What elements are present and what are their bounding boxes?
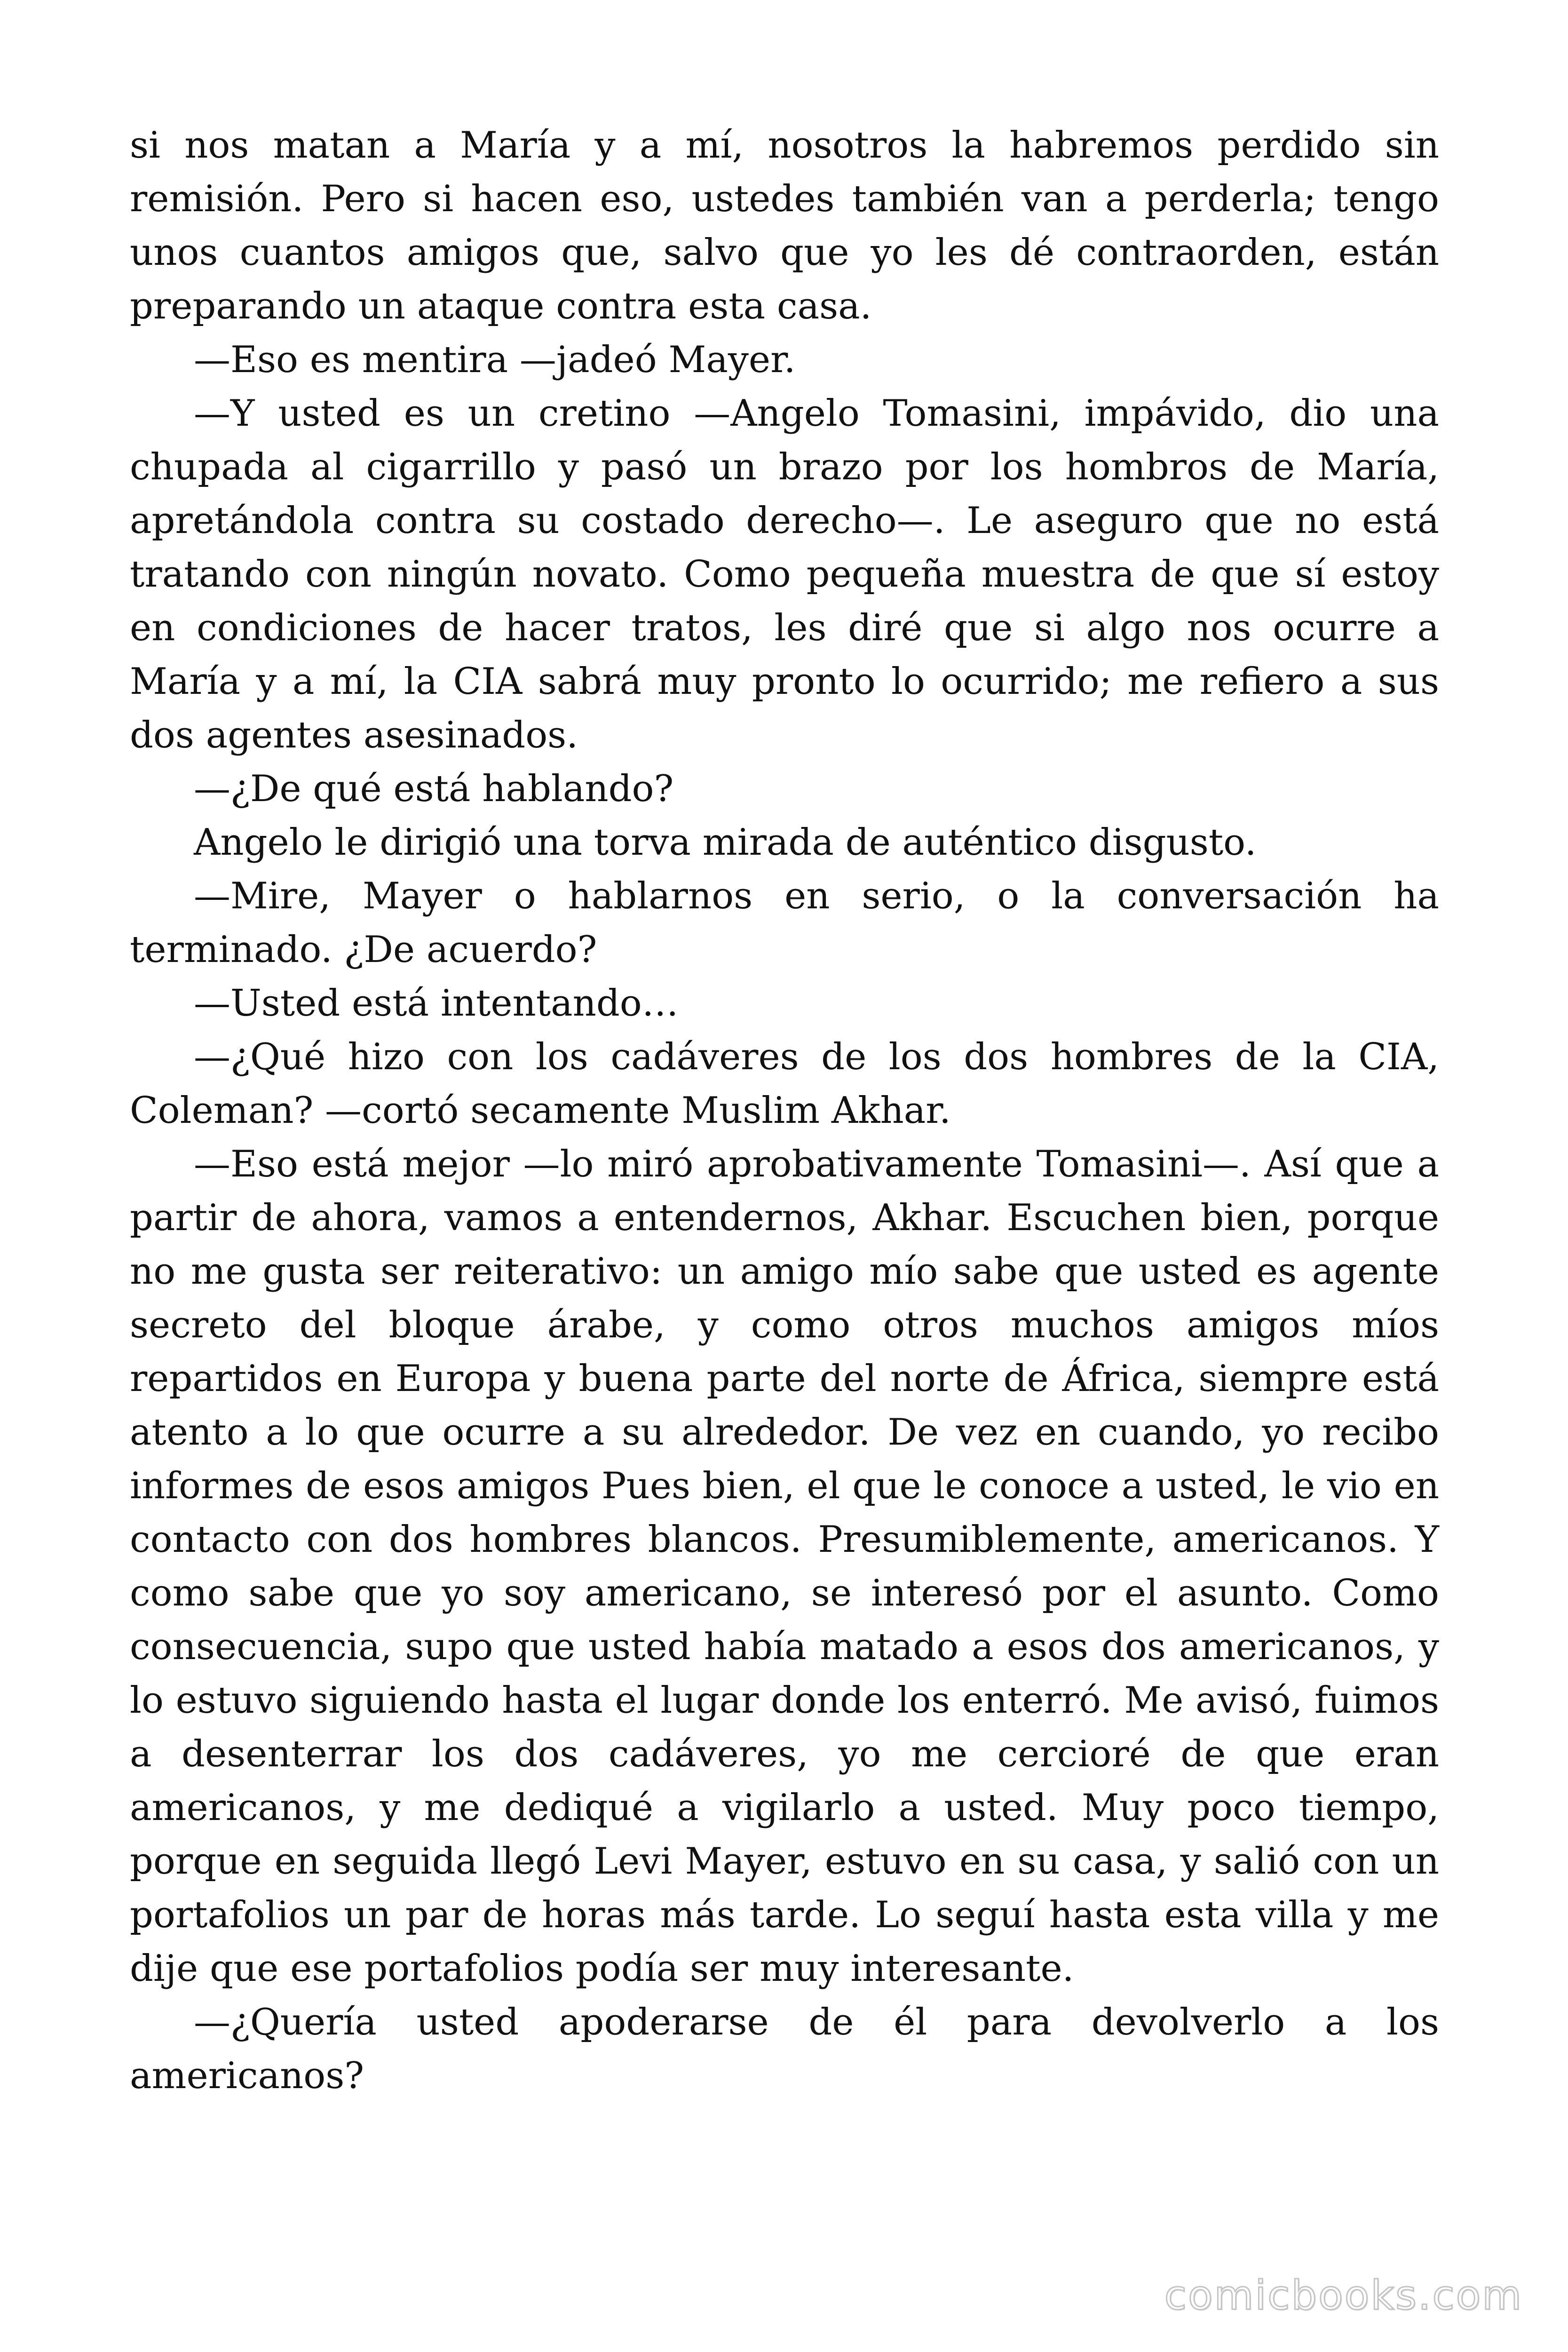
paragraph: —Usted está intentando…	[194, 982, 679, 1025]
site-watermark: comicbooks.com	[1164, 2272, 1523, 2319]
paragraph: —¿De qué está hablando?	[194, 768, 674, 810]
paragraph: Angelo le dirigió una torva mirada de auténtico disgusto.	[194, 821, 1257, 864]
paragraph: —Mire, Mayer o hablarnos en serio, o la conversación ha terminado. ¿De acuerdo?	[130, 875, 1439, 971]
paragraph: —Y usted es un cretino —Angelo Tomasini, impávido, dio una chupada al cigarrillo y pasó un brazo por los hombros de María, apretándola contra su costado derecho—. Le aseguro que no está tratando con ningún novato. Como pequeña muestra de que sí estoy en condiciones de hacer tratos, les diré que si algo nos ocurre a María y a mí, la CIA sabrá muy pronto lo ocurrido; me refiero a sus dos agentes asesinados.	[130, 392, 1439, 756]
paragraph: —¿Qué hizo con los cadáveres de los dos hombres de la CIA, Coleman? —cortó secamente Muslim Akhar.	[130, 1036, 1439, 1132]
page-body	[130, 119, 1439, 2103]
paragraph: si nos matan a María y a mí, nosotros la habremos perdido sin remisión. Pero si hacen eso, ustedes también van a perderla; tengo unos cuantos amigos que, salvo que yo les dé contraorden, están preparando un ataque contra esta casa.	[130, 124, 1439, 327]
paragraph: —Eso es mentira —jadeó Mayer.	[194, 339, 796, 381]
paragraph: —Eso está mejor —lo miró aprobativamente Tomasini—. Así que a partir de ahora, vamos a entendernos, Akhar. Escuchen bien, porque no me gusta ser reiterativo: un amigo mío sabe que usted es agente secreto del bloque árabe, y como otros muchos amigos míos repartidos en Europa y buena parte del norte de África, siempre está atento a lo que ocurre a su alrededor. De vez en cuando, yo recibo informes de esos amigos Pues bien, el que le conoce a usted, le vio en contacto con dos hombres blancos. Presumiblemente, americanos. Y como sabe que yo soy americano, se interesó por el asunto. Como consecuencia, supo que usted había matado a esos dos americanos, y lo estuvo siguiendo hasta el lugar donde los enterró. Me avisó, fuimos a desenterrar los dos cadáveres, yo me cercioré de que eran americanos, y me dediqué a vigilarlo a usted. Muy poco tiempo, porque en seguida llegó Levi Mayer, estuvo en su casa, y salió con un portafolios un par de horas más tarde. Lo seguí hasta esta villa y me dije que ese portafolios podía ser muy interesante.	[130, 1143, 1439, 1990]
paragraph: —¿Quería usted apoderarse de él para devolverlo a los americanos?	[130, 2001, 1439, 2097]
